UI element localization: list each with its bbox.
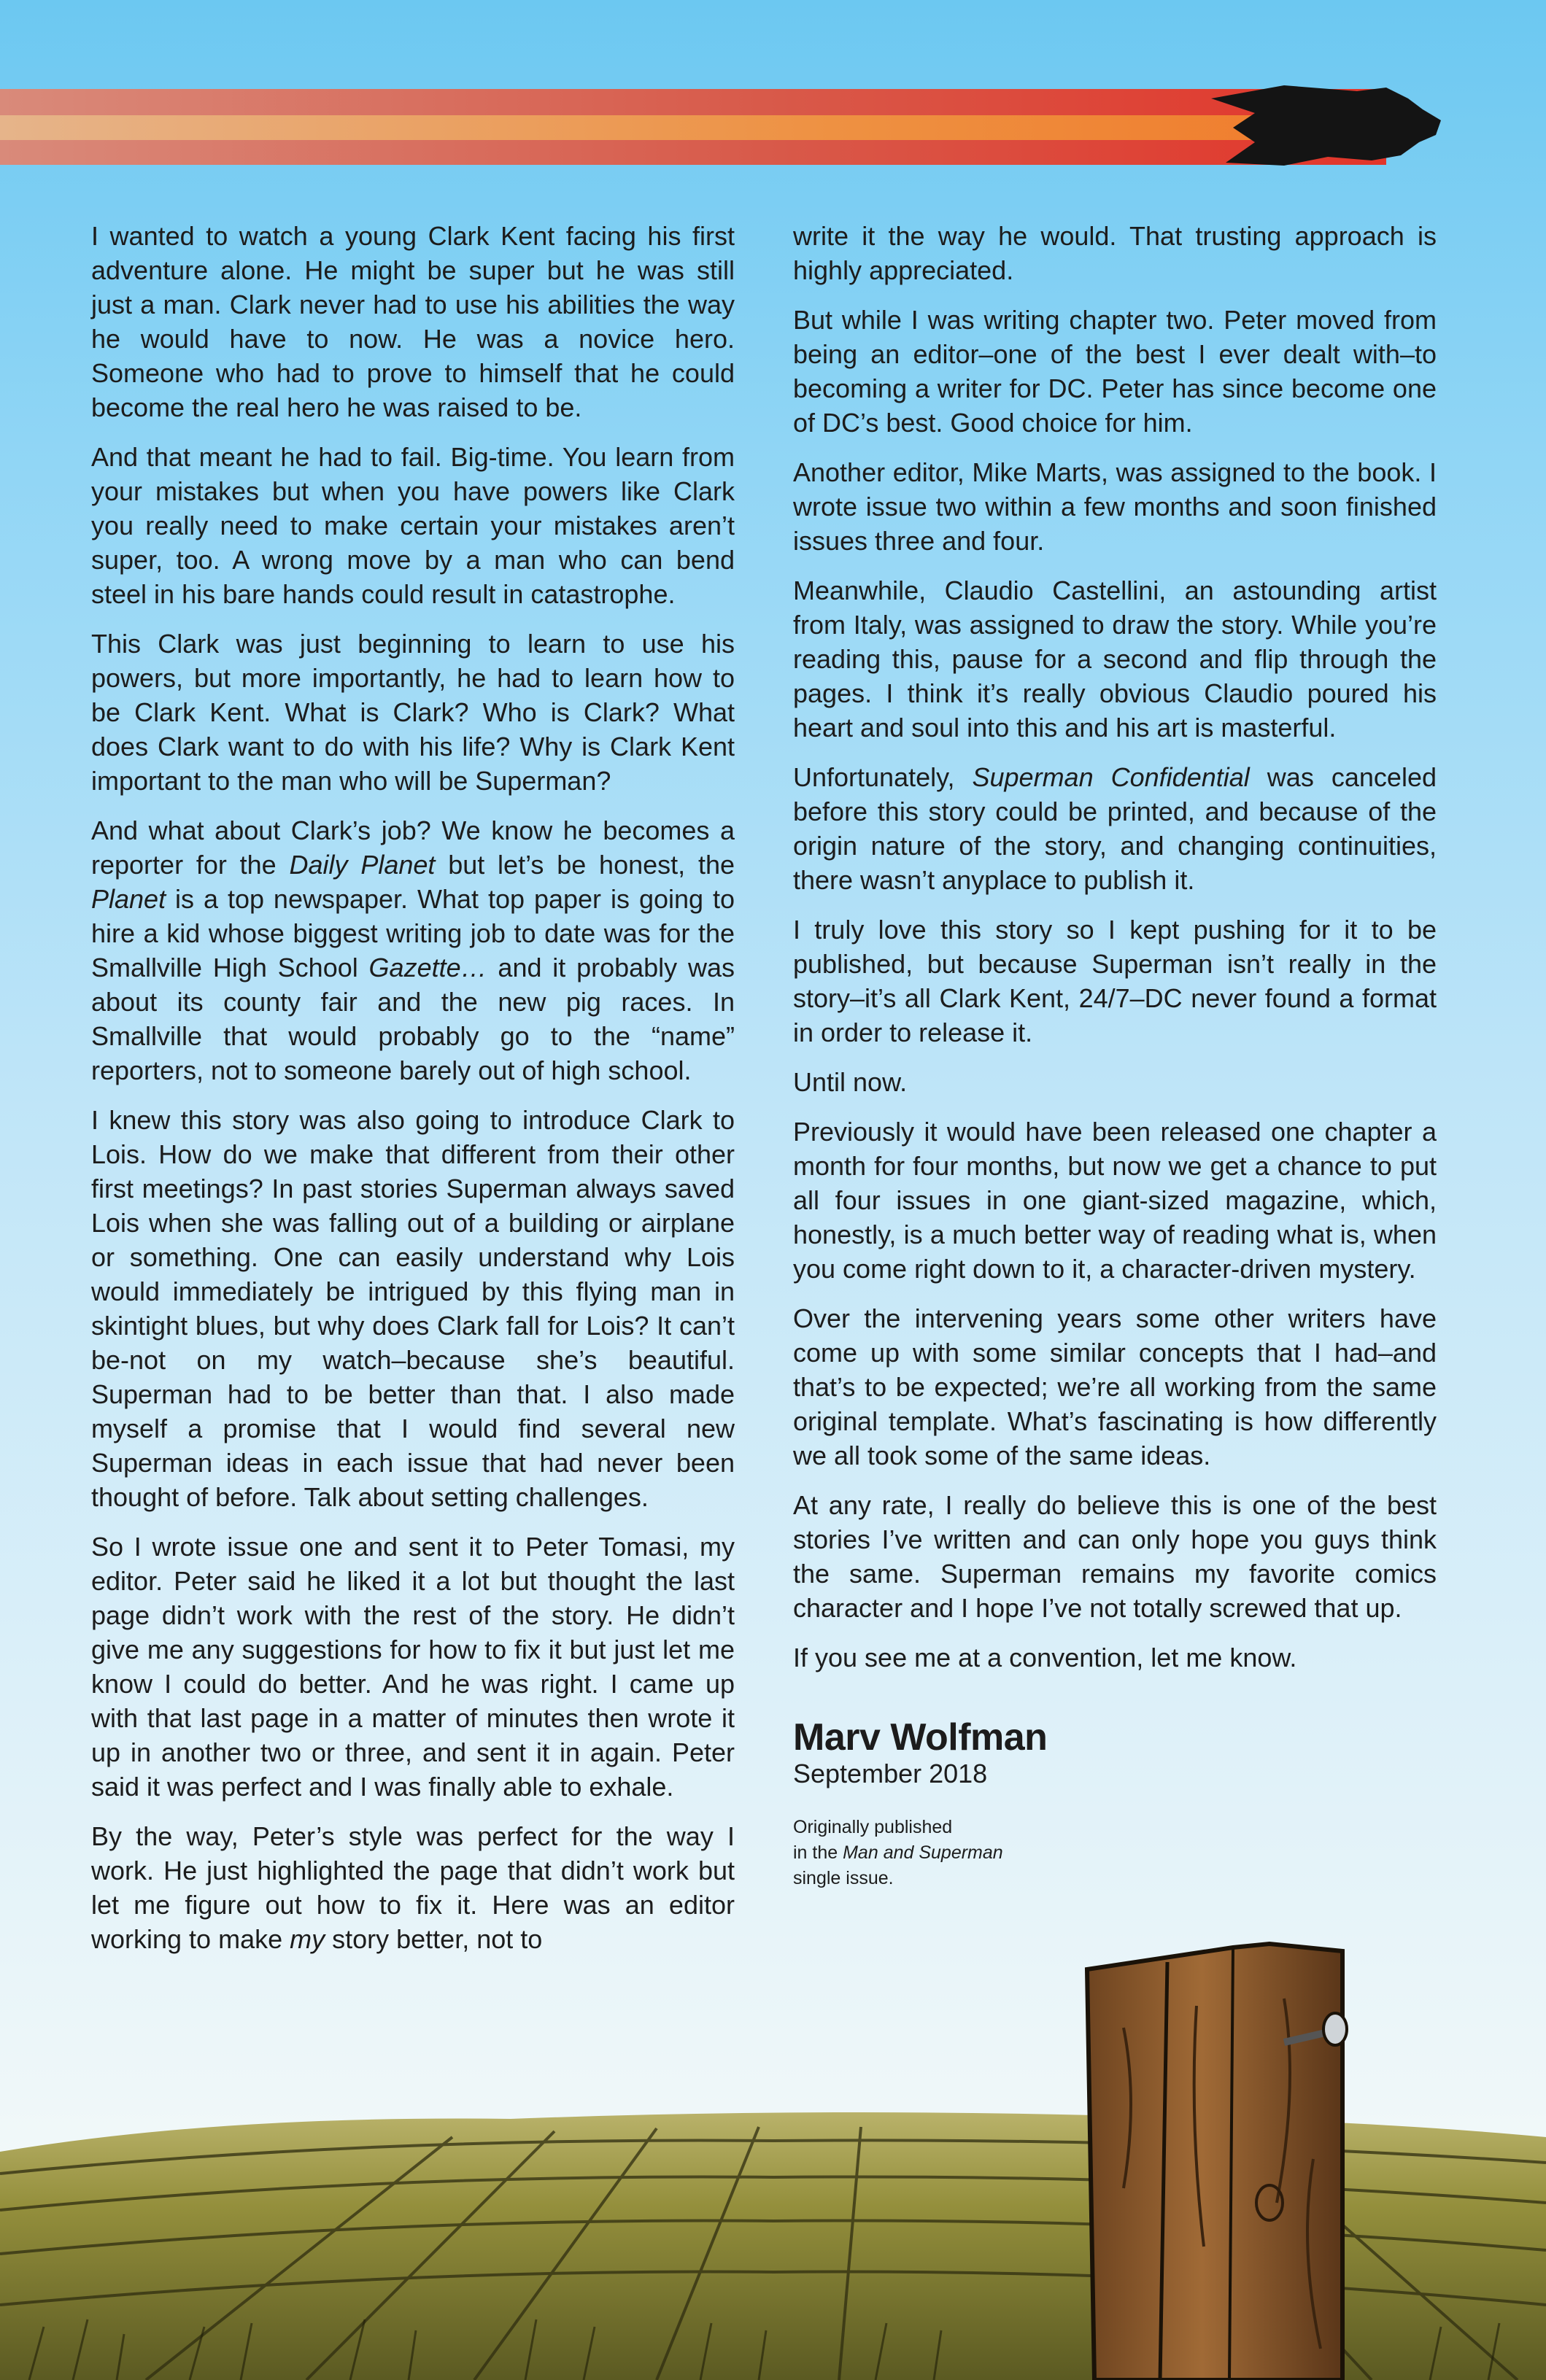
paragraph-17: At any rate, I really do believe this is one of the best stories I’ve written and can only hope you guys think the same. Superman remains my favorite comics character and I hope I’ve not totally screwed that up. (793, 1490, 1437, 1623)
paragraph-2: And that meant he had to fail. Big-time. You learn from your mistakes but when you have powers like Clark you really need to make certain your mistakes aren’t super, too. A wrong move by a man who can bend steel in his bare hands could result in catastrophe. (91, 442, 735, 609)
paragraph-5: I knew this story was also going to introduce Clark to Lois. How do we make that different from their other first meetings? In past stories Superman always saved Lois when she was falling out of a building or airplane or something. One can easily understand why Lois would immediately be intrigued by this flying man in skintight blues, but why does Clark fall for Lois? It can’t be-not on my watch–because she’s beautiful. Superman had to be better than that. I also made myself a promise that I would find several new Superman ideas in each issue that had never been thought of before. Talk about setting challenges. (91, 1105, 735, 1512)
paragraph-3: This Clark was just beginning to learn to use his powers, but more importantly, he had to learn how to be Clark Kent. What is Clark? Who is Clark? What does Clark want to do with his life? Why is Clark Kent important to the man who will be Superman? (91, 629, 735, 796)
paragraph-8: write it the way he would. That trusting approach is highly appreciated. (793, 221, 1437, 285)
paragraph-15: Previously it would have been released one chapter a month for four months, but now we get a chance to put all four issues in one giant-sized magazine, which, honestly, is a much better way of reading what is, when you come right down to it, a character-driven mystery. (793, 1117, 1437, 1284)
flying-figure-silhouette (1211, 85, 1441, 166)
fence-post (1080, 1940, 1357, 2380)
paragraph-13: I truly love this story so I kept pushing for it to be published, but because Superman isn’t really in the story–it’s all Clark Kent, 24/7–DC never found a format in order to release it. (793, 915, 1437, 1047)
paragraph-16: Over the intervening years some other writers have come up with some similar concepts that I had–and that’s to be expected; we’re all working from the same original template. What’s fascinating is how differently we all took some of the same ideas. (793, 1303, 1437, 1470)
signature-date: September 2018 (793, 1759, 988, 1788)
publication-note: Originally published in the Man and Superman single issue. (793, 1817, 1003, 1888)
article-right-column (793, 219, 1437, 1891)
author-name: Marv Wolfman (793, 1716, 1048, 1759)
paragraph-6: So I wrote issue one and sent it to Peter Tomasi, my editor. Peter said he liked it a lot but thought the last page didn’t work with the rest of the story. He didn’t give me any suggestions for how to fix it but just let me know I could do better. And he was right. I came up with that last page in a matter of minutes then wrote it up in another two or three, and sent it in again. Peter said it was perfect and I was finally able to exhale. (91, 1532, 735, 1802)
paragraph-12: Unfortunately, Superman Confidential was canceled before this story could be printed, and because of the origin nature of the story, and changing continuities, there wasn’t anyplace to publish it. (793, 762, 1437, 895)
paragraph-11: Meanwhile, Claudio Castellini, an astounding artist from Italy, was assigned to draw the story. While you’re reading this, pause for a second and flip through the pages. I think it’s really obvious Claudio poured his heart and soul into this and his art is masterful. (793, 575, 1437, 743)
flying-streak-illustration (0, 69, 1546, 179)
paragraph-1: I wanted to watch a young Clark Kent facing his first adventure alone. He might be super but he was still just a man. Clark never had to use his abilities the way he would have to now. He was a novice hero. Someone who had to prove to himself that he could become the real hero he was raised to be. (91, 221, 735, 422)
paragraph-7: By the way, Peter’s style was perfect for the way I work. He just highlighted the page that didn’t work but let me figure out how to fix it. Here was an editor working to make my story better, not to (91, 1821, 735, 1954)
paragraph-9: But while I was writing chapter two. Peter moved from being an editor–one of the best I ever dealt with–to becoming a writer for DC. Peter has since become one of DC’s best. Good choice for him. (793, 305, 1437, 438)
paragraph-14: Until now. (793, 1067, 908, 1097)
paragraph-4: And what about Clark’s job? We know he becomes a reporter for the Daily Planet but let’s be honest, the Planet is a top newspaper. What top paper is going to hire a kid whose biggest writing job to date was for the Smallville High School Gazette… and it probably was about its county fair and the new pig races. In Smallville that would probably go to the “name” reporters, not to someone barely out of high school. (91, 815, 735, 1085)
article-left-column (91, 219, 735, 1972)
paragraph-18: If you see me at a convention, let me know. (793, 1643, 1297, 1672)
paragraph-10: Another editor, Mike Marts, was assigned to the book. I wrote issue two within a few months and soon finished issues three and four. (793, 457, 1437, 556)
